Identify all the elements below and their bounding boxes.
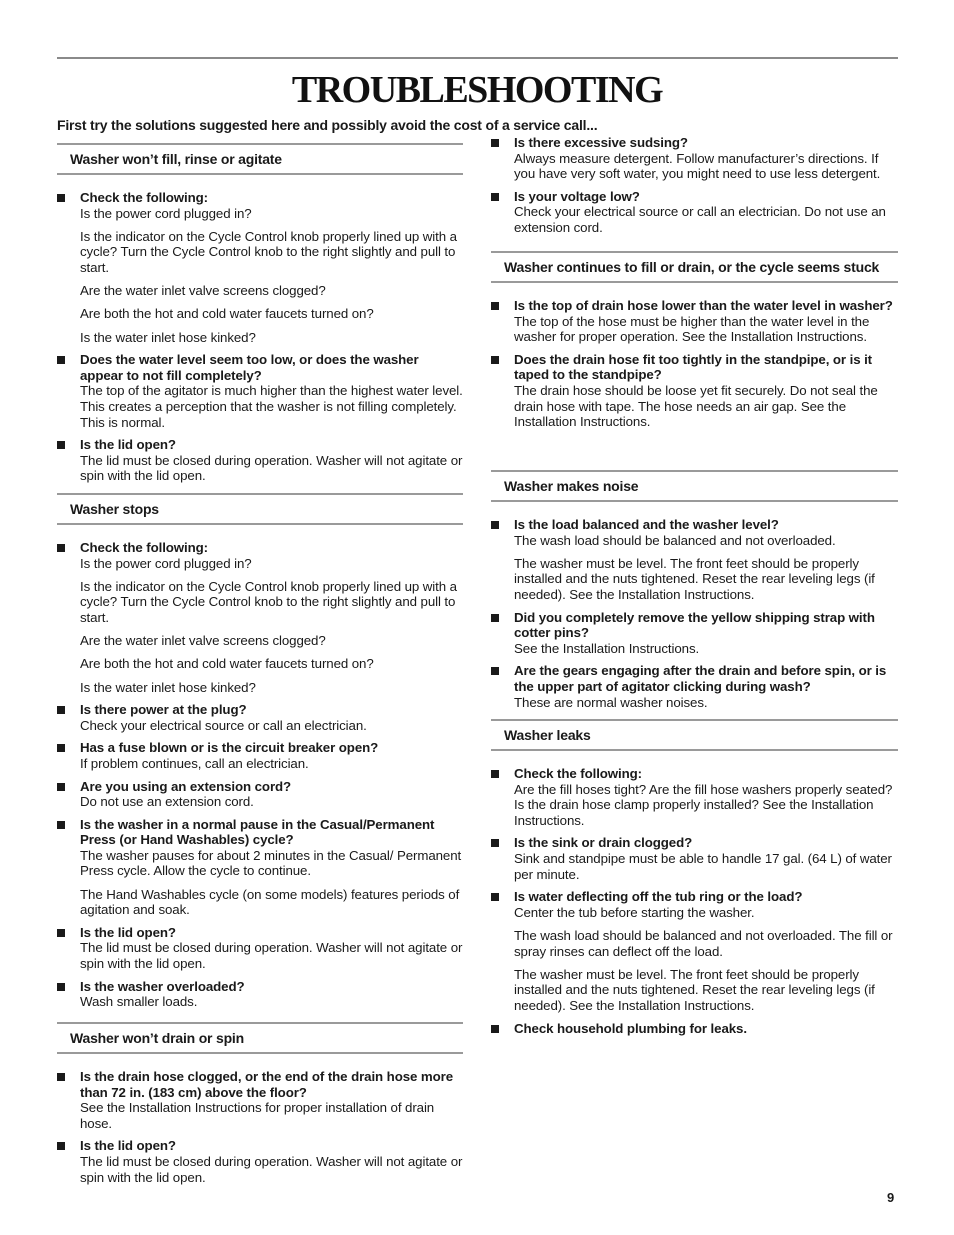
item-answer: Wash smaller loads. [80, 994, 198, 1010]
bullet-square-icon [57, 1142, 65, 1150]
list-item [491, 610, 898, 657]
list-item [491, 766, 898, 828]
list-item [57, 437, 463, 484]
item-answer: The wash load should be balanced and not overloaded. [514, 532, 836, 548]
section-washer-wont-drain-or-spin [57, 1022, 463, 1192]
list-item [57, 352, 463, 430]
item-answer: The lid must be closed during operation. Washer will not agitate or spin with the lid open. [80, 1153, 463, 1185]
item-detail: Is the water inlet hose kinked? [80, 329, 256, 345]
list-item [57, 979, 463, 1010]
bullet-square-icon [491, 193, 499, 201]
item-question: Are the gears engaging after the drain and before spin, or is the upper part of agitator clicking during wash? [514, 663, 887, 694]
item-list [491, 135, 898, 236]
list-item [57, 817, 463, 918]
list-item [491, 663, 898, 710]
page-number: 9 [887, 1190, 895, 1205]
section-washer-continues-to-fill-or-drain-or-the-cycle-seems-stuck [491, 251, 898, 437]
item-answer: Are the fill hoses tight? Are the fill hose washers properly seated? Is the drain hose clamp properly installed? See the Installation Instructions. [514, 781, 893, 828]
item-answer: The lid must be closed during operation. Washer will not agitate or spin with the lid open. [80, 940, 463, 972]
item-answer: Check your electrical source or call an electrician. Do not use an extension cord. [514, 204, 886, 235]
item-answer: Check your electrical source or call an electrician. [80, 717, 367, 733]
bullet-square-icon [491, 356, 499, 364]
item-answer: Do not use an extension cord. [80, 794, 254, 810]
list-item [491, 889, 898, 1013]
bullet-square-icon [491, 614, 499, 622]
item-question: Is the drain hose clogged, or the end of the drain hose more than 72 in. (183 cm) above the floor? [80, 1069, 454, 1100]
item-question: Are you using an extension cord? [80, 778, 292, 794]
item-detail: The washer must be level. The front feet should be properly installed and the nuts tightened. Reset the rear leveling legs (if needed). See the Installation Instructions. [514, 966, 875, 1013]
item-question: Is the load balanced and the washer level? [514, 517, 779, 532]
item-answer: The lid must be closed during operation. Washer will not agitate or spin with the lid open. [80, 452, 463, 484]
bullet-square-icon [57, 441, 65, 449]
section-washer-stops [57, 493, 463, 1017]
bullet-square-icon [57, 929, 65, 937]
item-detail: Is the water inlet hose kinked? [80, 679, 256, 695]
item-answer: Is the power cord plugged in? [80, 555, 252, 571]
list-item [491, 298, 898, 345]
item-list [57, 190, 463, 484]
bullet-square-icon [57, 544, 65, 552]
section-washer-leaks [491, 719, 898, 1043]
list-item [491, 1021, 898, 1037]
item-question: Is there power at the plug? [80, 702, 247, 718]
list-item [57, 1069, 463, 1131]
list-item [57, 702, 463, 733]
bullet-square-icon [57, 194, 65, 202]
section-heading: Washer won’t drain or spin [57, 1022, 463, 1054]
item-detail: The wash load should be balanced and not overloaded. The fill or spray rinses can deflect off the load. [514, 927, 893, 959]
item-question: Check household plumbing for leaks. [514, 1020, 747, 1036]
list-item [57, 740, 463, 771]
page-title: TROUBLESHOOTING [291, 69, 663, 111]
section-heading: Washer continues to fill or drain, or the cycle seems stuck [491, 251, 898, 283]
bullet-square-icon [491, 770, 499, 778]
item-answer: Always measure detergent. Follow manufacturer’s directions. If you have very soft water, you might need to use less detergent. [514, 150, 881, 182]
bullet-square-icon [491, 839, 499, 847]
bullet-square-icon [57, 744, 65, 752]
bullet-square-icon [57, 783, 65, 791]
bullet-square-icon [491, 1025, 499, 1033]
bullet-square-icon [57, 356, 65, 364]
item-list [491, 298, 898, 430]
list-item [491, 835, 898, 882]
item-answer: If problem continues, call an electrician. [80, 755, 309, 771]
section-heading: Washer makes noise [491, 470, 898, 502]
list-item [491, 352, 898, 430]
section-heading: Washer stops [57, 493, 463, 525]
item-question: Has a fuse blown or is the circuit breaker open? [80, 740, 379, 756]
item-answer: The washer pauses for about 2 minutes in the Casual/ Permanent Press cycle. Allow the cycle to continue. [80, 847, 462, 879]
item-answer: Sink and standpipe must be able to handle 17 gal. (64 L) of water per minute. [514, 850, 892, 882]
bullet-square-icon [57, 983, 65, 991]
item-list [491, 517, 898, 710]
section-right-continued [491, 135, 898, 243]
bullet-square-icon [491, 302, 499, 310]
item-detail: The washer must be level. The front feet should be properly installed and the nuts tightened. Reset the rear leveling legs (if needed). See the Installation Instructions. [514, 555, 875, 602]
item-question: Is the top of drain hose lower than the water level in washer? [514, 298, 893, 313]
list-item [491, 517, 898, 603]
item-list [57, 540, 463, 1010]
list-item [491, 189, 898, 236]
bullet-square-icon [57, 706, 65, 714]
item-answer: See the Installation Instructions. [514, 640, 700, 656]
item-question: Is there excessive sudsing? [514, 135, 688, 150]
top-rule [57, 57, 898, 59]
item-detail: Are both the hot and cold water faucets turned on? [80, 656, 374, 672]
list-item [57, 925, 463, 972]
item-question: Is water deflecting off the tub ring or the load? [514, 889, 803, 905]
item-answer: The top of the agitator is much higher than the highest water level. This creates a perception that the washer is not filling completely. This is normal. [80, 383, 463, 430]
section-washer-wont-fill-rinse-or-agitate [57, 143, 463, 491]
item-answer: Is the power cord plugged in? [80, 205, 252, 221]
item-detail: The Hand Washables cycle (on some models) features periods of agitation and soak. [80, 886, 460, 918]
section-heading: Washer leaks [491, 719, 898, 751]
item-question: Is your voltage low? [514, 188, 640, 204]
item-detail: Is the indicator on the Cycle Control knob properly lined up with a cycle? Turn the Cycle Control knob to the right slightly and pull to start. [80, 228, 457, 275]
section-heading: Washer won’t fill, rinse or agitate [57, 143, 463, 175]
section-washer-makes-noise [491, 470, 898, 717]
item-list [57, 1069, 463, 1185]
bullet-square-icon [491, 521, 499, 529]
list-item [491, 135, 898, 182]
list-item [57, 779, 463, 810]
item-list [491, 766, 898, 1036]
item-answer: These are normal washer noises. [514, 694, 708, 710]
item-question: Is the lid open? [80, 924, 176, 940]
bullet-square-icon [491, 667, 499, 675]
item-answer: Center the tub before starting the washer. [514, 904, 755, 920]
item-answer: The drain hose should be loose yet fit securely. Do not seal the drain hose with tape. The hose needs an air gap. See the Installation Instructions. [514, 382, 878, 430]
item-question: Does the water level seem too low, or does the washer appear to not fill completely? [80, 352, 419, 383]
item-question: Is the lid open? [80, 437, 176, 453]
list-item [57, 540, 463, 695]
intro-text: First try the solutions suggested here and possibly avoid the cost of a service call... [57, 117, 598, 133]
item-question: Is the sink or drain clogged? [514, 835, 693, 851]
item-question: Does the drain hose fit too tightly in the standpipe, or is it taped to the standpipe? [514, 351, 873, 383]
item-answer: See the Installation Instructions for proper installation of drain hose. [80, 1100, 435, 1131]
item-detail: Are both the hot and cold water faucets turned on? [80, 306, 374, 322]
bullet-square-icon [57, 821, 65, 829]
item-question: Check the following: [514, 766, 643, 781]
bullet-square-icon [57, 1073, 65, 1081]
item-question: Check the following: [80, 540, 209, 555]
item-question: Check the following: [80, 190, 209, 205]
item-detail: Is the indicator on the Cycle Control knob properly lined up with a cycle? Turn the Cycle Control knob to the right slightly and pull to start. [80, 578, 457, 625]
list-item [57, 190, 463, 345]
item-answer: The top of the hose must be higher than the water level in the washer for proper operation. See the Installation Instructions. [514, 313, 870, 345]
bullet-square-icon [491, 139, 499, 147]
item-question: Did you completely remove the yellow shipping strap with cotter pins? [514, 609, 875, 641]
bullet-square-icon [491, 893, 499, 901]
item-question: Is the washer in a normal pause in the Casual/Permanent Press (or Hand Washables) cycle? [80, 816, 435, 848]
item-question: Is the lid open? [80, 1138, 176, 1154]
item-detail: Are the water inlet valve screens clogged? [80, 283, 326, 299]
list-item [57, 1138, 463, 1185]
item-detail: Are the water inlet valve screens clogged? [80, 633, 326, 649]
item-question: Is the washer overloaded? [80, 978, 245, 994]
